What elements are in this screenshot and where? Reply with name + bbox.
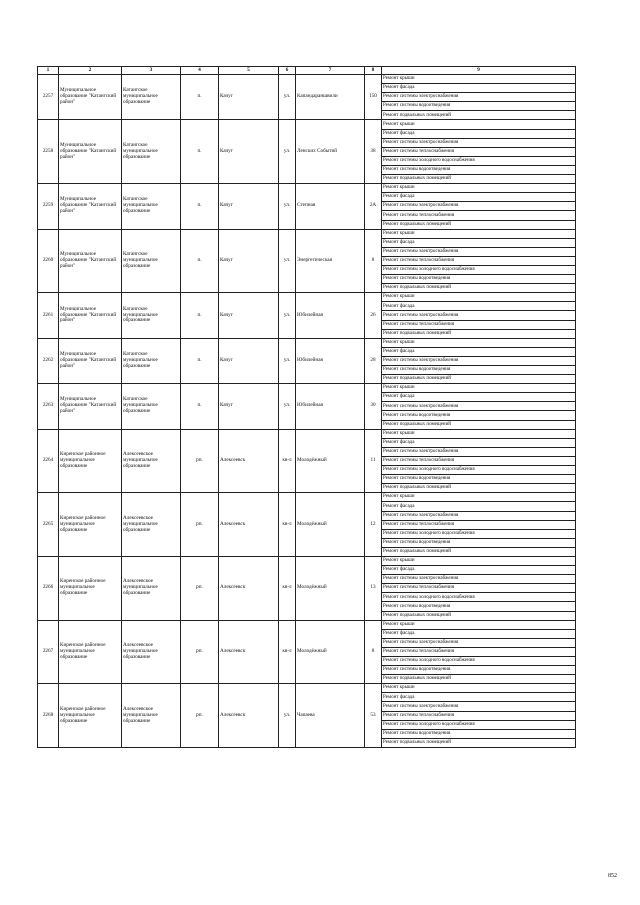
work-type-cell: Ремонт системы водоотведения: [382, 366, 576, 375]
house-number-cell: 150: [365, 75, 382, 120]
work-type-cell: Ремонт системы теплоснабжения: [382, 147, 576, 156]
work-type-cell: Ремонт системы электроснабжения: [382, 311, 576, 320]
street-type-cell: ул.: [279, 229, 296, 293]
work-type-cell: Ремонт системы холодного водоснабжения: [382, 466, 576, 475]
locality-cell: Качуг: [219, 293, 279, 338]
col-header-5: 5: [219, 67, 279, 75]
street-cell: Молодёжный: [296, 429, 365, 493]
work-type-cell: Ремонт системы водоотведения: [382, 165, 576, 174]
record-number: 2267: [38, 620, 59, 684]
locality-type-cell: п.: [181, 75, 219, 120]
work-type-cell: Ремонт фасада: [382, 302, 576, 311]
record-number: 2266: [38, 556, 59, 620]
street-type-cell: ул.: [279, 75, 296, 120]
work-type-cell: Ремонт системы водоотведения: [382, 666, 576, 675]
work-type-cell: Ремонт фасада: [382, 693, 576, 702]
work-type-cell: Ремонт системы теплоснабжения: [382, 647, 576, 656]
municipality-cell: Муниципальное образование "Катангский район": [59, 120, 122, 184]
table-row: [38, 384, 576, 393]
locality-type-cell: п.: [181, 229, 219, 293]
work-type-cell: Ремонт системы теплоснабжения: [382, 320, 576, 329]
repair-program-table: [37, 66, 576, 748]
work-type-cell: Ремонт системы водоотведения: [382, 411, 576, 420]
locality-cell: Качуг: [219, 338, 279, 383]
settlement-cell: Катангское муниципальное образование: [122, 75, 181, 120]
table-row: [38, 338, 576, 347]
table-row: [38, 229, 576, 238]
locality-type-cell: рп.: [181, 556, 219, 620]
locality-type-cell: п.: [181, 384, 219, 429]
street-cell: Капандараншвили: [296, 75, 365, 120]
col-header-7: 7: [296, 67, 365, 75]
locality-type-cell: рп.: [181, 684, 219, 748]
col-header-2: 2: [59, 67, 122, 75]
record-number: 2262: [38, 338, 59, 383]
work-type-cell: Ремонт системы водоотведения: [382, 538, 576, 547]
work-type-cell: Ремонт системы теплоснабжения: [382, 584, 576, 593]
street-cell: Юбилейная: [296, 384, 365, 429]
work-type-cell: Ремонт фасада: [382, 629, 576, 638]
municipality-cell: Муниципальное образование "Катангский район": [59, 338, 122, 383]
work-type-cell: Ремонт фасада: [382, 193, 576, 202]
street-type-cell: ул.: [279, 338, 296, 383]
house-number-cell: 30: [365, 384, 382, 429]
work-type-cell: Ремонт системы электроснабжения: [382, 202, 576, 211]
work-type-cell: Ремонт крыши: [382, 684, 576, 693]
table-row: [38, 184, 576, 193]
record-number: 2261: [38, 293, 59, 338]
locality-cell: Качуг: [219, 384, 279, 429]
work-type-cell: Ремонт системы электроснабжения: [382, 93, 576, 102]
municipality-cell: Киренское районное муниципальное образование: [59, 684, 122, 748]
work-type-cell: Ремонт подвальных помещений: [382, 220, 576, 229]
work-type-cell: Ремонт крыши: [382, 384, 576, 393]
work-type-cell: Ремонт крыши: [382, 493, 576, 502]
municipality-cell: Киренское районное муниципальное образование: [59, 493, 122, 557]
work-type-cell: Ремонт подвальных помещений: [382, 484, 576, 493]
work-type-cell: Ремонт системы электроснабжения: [382, 402, 576, 411]
work-type-cell: Ремонт фасада: [382, 347, 576, 356]
locality-cell: Качуг: [219, 75, 279, 120]
municipality-cell: Муниципальное образование "Катангский район": [59, 184, 122, 229]
settlement-cell: Алексеевское муниципальное образование: [122, 684, 181, 748]
street-cell: Юбилейная: [296, 338, 365, 383]
col-header-4: 4: [181, 67, 219, 75]
work-type-cell: Ремонт фасада: [382, 502, 576, 511]
table-row: [38, 293, 576, 302]
house-number-cell: 8: [365, 620, 382, 684]
work-type-cell: Ремонт фасада: [382, 238, 576, 247]
work-type-cell: Ремонт системы водоотведения: [382, 475, 576, 484]
work-type-cell: Ремонт крыши: [382, 556, 576, 565]
col-header-6: 6: [279, 67, 296, 75]
settlement-cell: Катангское муниципальное образование: [122, 120, 181, 184]
work-type-cell: Ремонт системы теплоснабжения: [382, 211, 576, 220]
work-type-cell: Ремонт подвальных помещений: [382, 284, 576, 293]
record-number: 2260: [38, 229, 59, 293]
house-number-cell: 12: [365, 493, 382, 557]
work-type-cell: Ремонт фасада: [382, 566, 576, 575]
municipality-cell: Муниципальное образование "Катангский район": [59, 384, 122, 429]
street-cell: Чапаева: [296, 684, 365, 748]
house-number-cell: 38: [365, 120, 382, 184]
work-type-cell: Ремонт подвальных помещений: [382, 375, 576, 384]
locality-cell: Качуг: [219, 229, 279, 293]
municipality-cell: Муниципальное образование "Катангский район": [59, 293, 122, 338]
settlement-cell: Катангское муниципальное образование: [122, 229, 181, 293]
work-type-cell: Ремонт фасада: [382, 84, 576, 93]
work-type-cell: Ремонт системы электроснабжения: [382, 247, 576, 256]
settlement-cell: Катангское муниципальное образование: [122, 184, 181, 229]
record-number: 2258: [38, 120, 59, 184]
work-type-cell: Ремонт крыши: [382, 229, 576, 238]
house-number-cell: 26: [365, 293, 382, 338]
locality-type-cell: п.: [181, 184, 219, 229]
work-type-cell: Ремонт подвальных помещений: [382, 329, 576, 338]
col-header-9: 9: [382, 67, 576, 75]
work-type-cell: Ремонт системы электроснабжения: [382, 138, 576, 147]
municipality-cell: Киренское районное муниципальное образование: [59, 620, 122, 684]
work-type-cell: Ремонт крыши: [382, 75, 576, 84]
work-type-cell: Ремонт системы водоотведения: [382, 275, 576, 284]
house-number-cell: 11: [365, 429, 382, 493]
work-type-cell: Ремонт системы электроснабжения: [382, 356, 576, 365]
work-type-cell: Ремонт системы теплоснабжения: [382, 256, 576, 265]
settlement-cell: Алексеевское муниципальное образование: [122, 493, 181, 557]
house-number-cell: 53: [365, 684, 382, 748]
locality-cell: Алексеевск: [219, 684, 279, 748]
locality-cell: Качуг: [219, 184, 279, 229]
municipality-cell: Муниципальное образование "Катангский район": [59, 229, 122, 293]
settlement-cell: Алексеевское муниципальное образование: [122, 556, 181, 620]
table-body: [38, 75, 576, 748]
record-number: 2268: [38, 684, 59, 748]
work-type-cell: Ремонт системы холодного водоснабжения: [382, 529, 576, 538]
settlement-cell: Алексеевское муниципальное образование: [122, 620, 181, 684]
table-row: [38, 120, 576, 129]
work-type-cell: Ремонт системы электроснабжения: [382, 447, 576, 456]
table-row: [38, 620, 576, 629]
street-type-cell: ул.: [279, 384, 296, 429]
work-type-cell: Ремонт крыши: [382, 620, 576, 629]
work-type-cell: Ремонт системы водоотведения: [382, 102, 576, 111]
work-type-cell: Ремонт системы теплоснабжения: [382, 520, 576, 529]
municipality-cell: Киренское районное муниципальное образование: [59, 429, 122, 493]
table-row: [38, 493, 576, 502]
house-number-cell: 8: [365, 229, 382, 293]
col-header-1: 1: [38, 67, 59, 75]
work-type-cell: Ремонт подвальных помещений: [382, 675, 576, 684]
work-type-cell: Ремонт крыши: [382, 429, 576, 438]
locality-type-cell: рп.: [181, 429, 219, 493]
record-number: 2257: [38, 75, 59, 120]
municipality-cell: Муниципальное образование "Катангский район": [59, 75, 122, 120]
street-type-cell: ул.: [279, 184, 296, 229]
work-type-cell: Ремонт системы холодного водоснабжения: [382, 720, 576, 729]
work-type-cell: Ремонт фасада: [382, 438, 576, 447]
work-type-cell: Ремонт крыши: [382, 184, 576, 193]
table-row: [38, 429, 576, 438]
street-type-cell: ул.: [279, 684, 296, 748]
house-number-cell: 28: [365, 338, 382, 383]
house-number-cell: 13: [365, 556, 382, 620]
street-type-cell: ул.: [279, 293, 296, 338]
street-type-cell: ул.: [279, 120, 296, 184]
work-type-cell: Ремонт системы холодного водоснабжения: [382, 156, 576, 165]
settlement-cell: Катангское муниципальное образование: [122, 384, 181, 429]
work-type-cell: Ремонт подвальных помещений: [382, 547, 576, 556]
street-type-cell: кв-л: [279, 493, 296, 557]
street-cell: Юбилейная: [296, 293, 365, 338]
settlement-cell: Катангское муниципальное образование: [122, 293, 181, 338]
locality-type-cell: п.: [181, 293, 219, 338]
record-number: 2264: [38, 429, 59, 493]
work-type-cell: Ремонт подвальных помещений: [382, 420, 576, 429]
locality-type-cell: п.: [181, 338, 219, 383]
locality-cell: Алексеевск: [219, 429, 279, 493]
work-type-cell: Ремонт системы теплоснабжения: [382, 456, 576, 465]
work-type-cell: Ремонт подвальных помещений: [382, 111, 576, 120]
work-type-cell: Ремонт крыши: [382, 120, 576, 129]
table-row: [38, 556, 576, 565]
work-type-cell: Ремонт системы электроснабжения: [382, 638, 576, 647]
locality-type-cell: рп.: [181, 620, 219, 684]
work-type-cell: Ремонт системы водоотведения: [382, 729, 576, 738]
street-type-cell: кв-л: [279, 429, 296, 493]
work-type-cell: Ремонт фасада: [382, 393, 576, 402]
col-header-8: 8: [365, 67, 382, 75]
settlement-cell: Алексеевское муниципальное образование: [122, 429, 181, 493]
work-type-cell: Ремонт системы водоотведения: [382, 602, 576, 611]
house-number-cell: 2А: [365, 184, 382, 229]
street-cell: Энергетическая: [296, 229, 365, 293]
street-cell: Ленских Событий: [296, 120, 365, 184]
street-cell: Молодёжный: [296, 620, 365, 684]
work-type-cell: Ремонт крыши: [382, 293, 576, 302]
work-type-cell: Ремонт системы электроснабжения: [382, 511, 576, 520]
record-number: 2265: [38, 493, 59, 557]
work-type-cell: Ремонт подвальных помещений: [382, 175, 576, 184]
header-row: [38, 67, 576, 75]
locality-cell: Алексеевск: [219, 556, 279, 620]
work-type-cell: Ремонт подвальных помещений: [382, 611, 576, 620]
work-type-cell: Ремонт системы холодного водоснабжения: [382, 657, 576, 666]
street-type-cell: кв-л: [279, 620, 296, 684]
locality-cell: Алексеевск: [219, 493, 279, 557]
street-cell: Молодёжный: [296, 556, 365, 620]
record-number: 2263: [38, 384, 59, 429]
work-type-cell: Ремонт фасада: [382, 129, 576, 138]
work-type-cell: Ремонт подвальных помещений: [382, 738, 576, 747]
locality-cell: Качуг: [219, 120, 279, 184]
work-type-cell: Ремонт системы электроснабжения: [382, 575, 576, 584]
work-type-cell: Ремонт крыши: [382, 338, 576, 347]
work-type-cell: Ремонт системы холодного водоснабжения: [382, 593, 576, 602]
settlement-cell: Катангское муниципальное образование: [122, 338, 181, 383]
table-row: [38, 75, 576, 84]
work-type-cell: Ремонт системы электроснабжения: [382, 702, 576, 711]
locality-cell: Алексеевск: [219, 620, 279, 684]
col-header-3: 3: [122, 67, 181, 75]
locality-type-cell: п.: [181, 120, 219, 184]
work-type-cell: Ремонт системы теплоснабжения: [382, 711, 576, 720]
street-cell: Молодёжный: [296, 493, 365, 557]
municipality-cell: Киренское районное муниципальное образование: [59, 556, 122, 620]
record-number: 2259: [38, 184, 59, 229]
work-type-cell: Ремонт системы холодного водоснабжения: [382, 265, 576, 274]
street-cell: Степная: [296, 184, 365, 229]
page-number: 852: [608, 873, 617, 879]
table-row: [38, 684, 576, 693]
locality-type-cell: рп.: [181, 493, 219, 557]
street-type-cell: кв-л: [279, 556, 296, 620]
